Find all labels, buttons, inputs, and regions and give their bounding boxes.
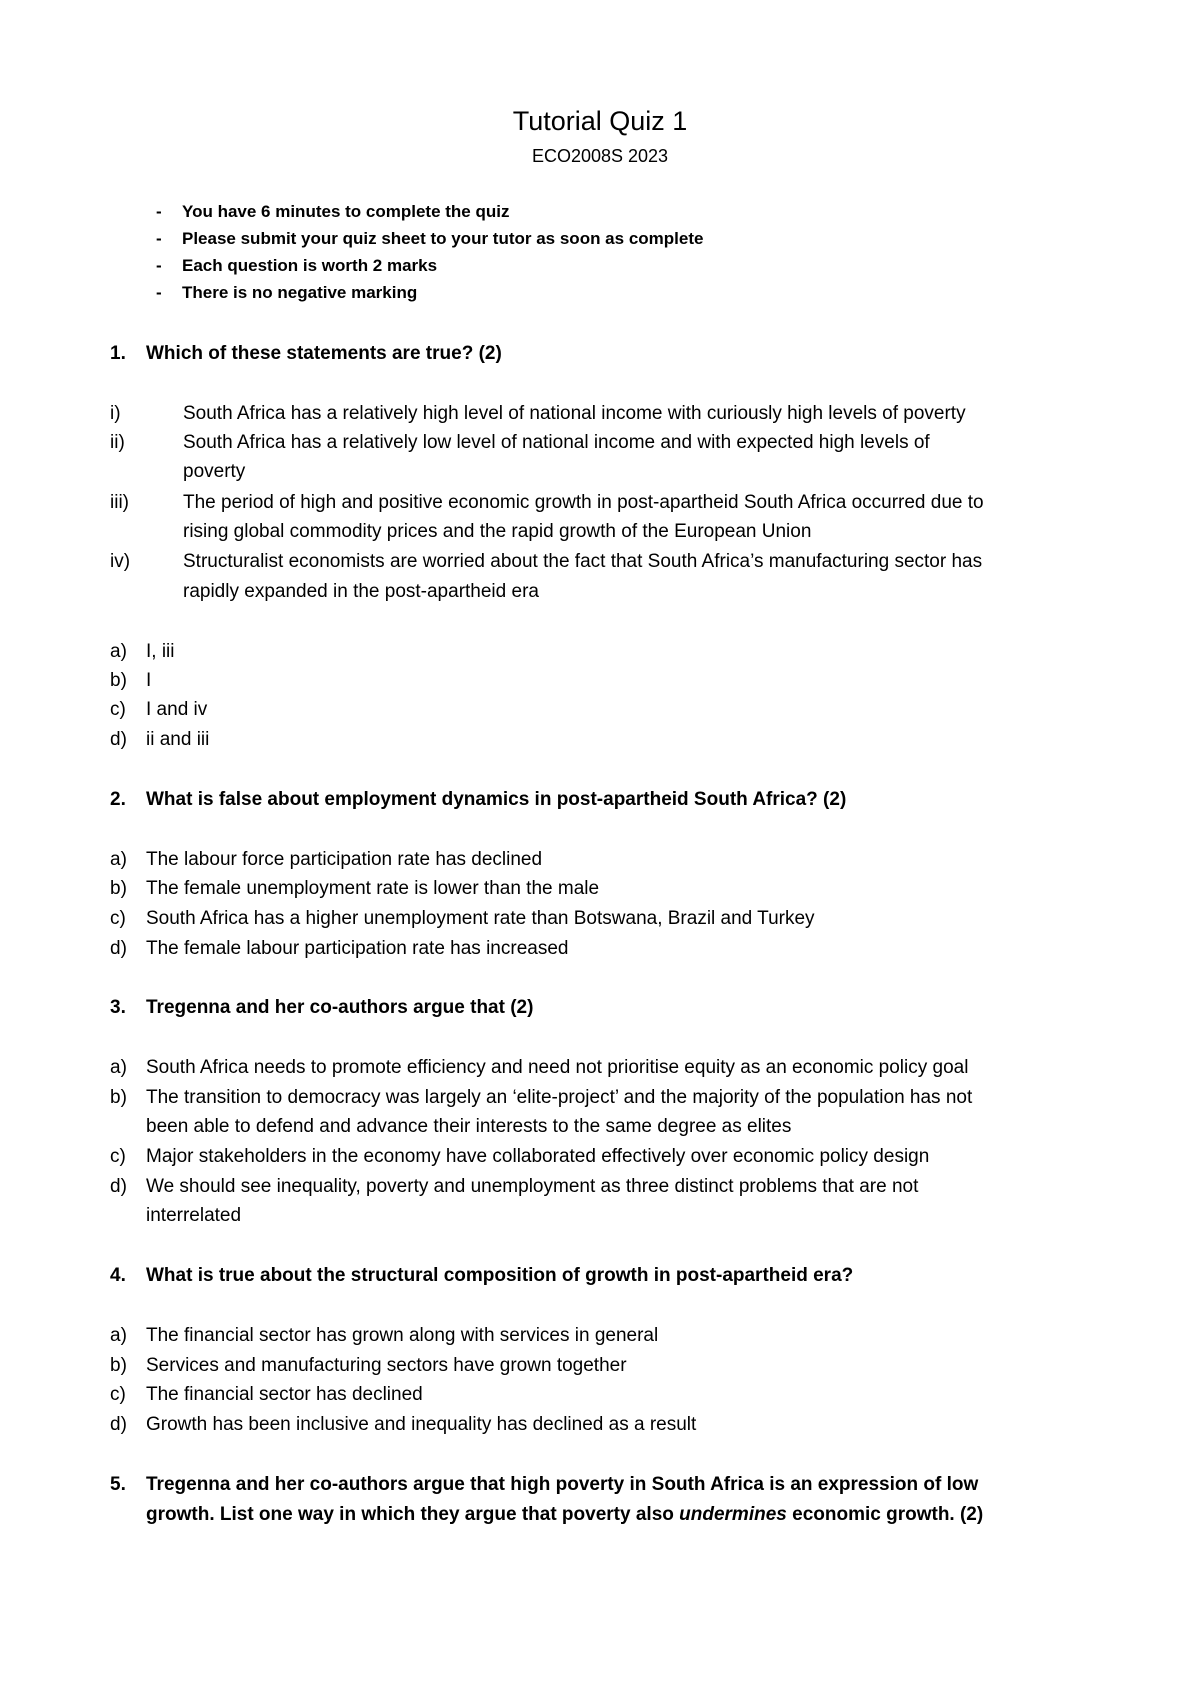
- course-code: ECO2008S 2023: [531, 146, 669, 166]
- quiz-page: Tutorial Quiz 1 ECO2008S 2023 - You have 6 minutes to complete the quiz - Please submit your quiz sheet to your tutor as soon as complete - Each question is worth 2 marks - There is no negative marking 1. Which of these statements are true? (2) i) South Africa has a relatively high level of national income with curiously high levels of poverty ii) South Africa has a relatively low level of national income and with expected high levels of poverty iii) The period of high and positive economic growth in post-apartheid South Africa occurred due to rising global commodity prices and the rapid growth of the European Union iv) Structuralist economists are worried about the fact that South Africa’s manufacturing sector has rapidly expanded in the post-apartheid era a) I, iii b) I c) I and iv d) ii and iii 2. What is false about employment dynamics in post-apartheid South Africa? (2) a) The labour force participation rate has declined b) The female unemployment rate is lower than the male c) South Africa has a higher unemployment rate than Botswana, Brazil and Turkey d) The female labour participation rate has increased 3. Tregenna and her co-authors argue that (2) a) South Africa needs to promote efficiency and need not prioritise equity as an economic policy goal b) The transition to democracy was largely an ‘elite-project’ and the majority of the population has not been able to defend and advance their interests to the same degree as elites c) Major stakeholders in the economy have collaborated effectively over economic policy design d) We should see inequality, poverty and unemployment as three distinct problems that are not interrelated 4. What is true about the structural composition of growth in post-apartheid era? a) The financial sector has grown along with services in general b) Services and manufacturing sectors have grown together c) The financial sector has declined d) Growth has been inclusive and inequality has declined as a result 5. Tregenna and her co-authors argue that high poverty in South Africa is an expression of low growth. List one way in which they argue that poverty also undermines economic growth. (2): [0, 0, 1200, 1698]
- page-title: Tutorial Quiz 1: [512, 106, 688, 136]
- emphasis-undermines: undermines: [679, 1504, 787, 1525]
